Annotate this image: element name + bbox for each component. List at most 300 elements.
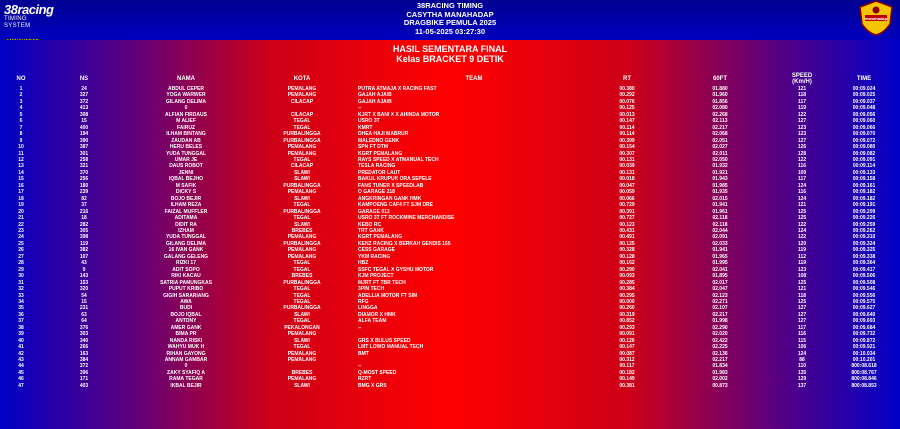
cell-rt: 00.039 [619,163,635,170]
cell-team: BAKUL KRUPUK ORA SEPELE [358,176,432,183]
cell-team: YKM RACING [358,253,391,260]
cell-kota: TEGAL [293,286,311,293]
cell-60ft: 02.068 [712,131,728,138]
cell-speed: 115 [797,337,807,344]
cell-team: ANGKRINGAN GANK HMK [358,195,422,202]
cell-kota: TEGAL [293,298,311,305]
cell-rt: 00.128 [619,253,635,260]
cell-speed: 128 [797,150,807,157]
cell-kota: TEGAL [293,124,311,131]
cell-60ft: 00.873 [712,382,728,389]
cell-kota: TEGAL [293,344,311,351]
cell-60ft: 01.985 [712,182,728,189]
cell-kota: BREBES [291,369,313,376]
cell-60ft: 02.271 [712,298,728,305]
cell-rt: 00.852 [619,318,635,325]
cell-nama: YOGA WARWER [166,92,206,99]
cell-time: 00:09.048 [852,105,876,112]
cell-time: 00:09.025 [852,92,876,99]
cell-60ft: 02.107 [712,305,728,312]
cell-speed: 120 [797,240,807,247]
cell-time: 800:08.853 [851,382,877,389]
cell-kota: TEGAL [293,292,311,299]
cell-speed: 123 [797,124,807,131]
cell-nama: RIKI KACAU [171,273,201,280]
cell-kota: BREBES [291,227,313,234]
cell-ns: 43 [81,260,87,267]
cell-rt: 00.125 [619,240,635,247]
cell-time: 00:09.114 [852,163,876,170]
cell-kota: PURBALINGGA [283,305,321,312]
cell-60ft: 01.995 [712,260,728,267]
cell-speed: 127 [797,118,807,125]
cell-ns: 107 [79,253,89,260]
cell-nama: HERU BELES [169,144,203,151]
cell-time: 00:09.324 [852,240,876,247]
cell-team: PUTRA ATMAJA X RACING FAST [358,86,437,92]
cell-60ft: 02.217 [712,311,728,318]
cell-ns: 24 [81,86,87,92]
cell-ns: 231 [79,305,89,312]
cell-kota: PURBALINGGA [283,208,321,215]
cell-speed: 119 [797,247,807,254]
cell-rt: 00.123 [619,221,635,228]
cell-no: 23 [18,227,24,234]
cell-rt: 00.131 [619,156,635,163]
cell-kota: TEGAL [293,266,311,273]
cell-60ft: 02.123 [712,292,728,299]
cell-speed: 112 [797,253,807,260]
cell-rt: 00.162 [619,260,635,267]
cell-rt: 00.380 [619,86,635,92]
cell-60ft: 01.932 [712,163,728,170]
cell-ns: 320 [79,286,89,293]
cell-nama: PUPUT KRIBO [168,286,204,293]
cell-time: 00:09.627 [852,305,876,312]
cell-nama: UMAR JE [174,156,198,163]
cell-kota: PEMALANG [287,150,317,157]
cell-time: 800:08.846 [851,376,877,383]
results-panel [0,40,900,429]
col-no: NO [16,76,26,82]
cell-60ft: 01.880 [712,86,728,92]
cell-team: DIAMOR X HMK [358,311,396,318]
cell-team: KENZ RACING X BERKAH GENDIS 165 [358,240,451,247]
cell-nama: 0 [184,105,188,112]
cell-ns: 63 [81,311,87,318]
cell-kota: PURBALINGGA [283,279,321,286]
cell-team: DHEA HAJI MABRUR [358,131,409,138]
cell-60ft: 01.965 [712,253,728,260]
cell-nama: AMER GANK [170,324,202,331]
cell-time: 00:09.070 [852,131,876,138]
cell-kota: PEMALANG [287,253,317,260]
cell-60ft: 02.136 [712,350,728,357]
cell-speed: 122 [797,111,807,118]
cell-speed: 119 [797,260,807,267]
cell-rt: 00.381 [619,382,635,389]
cell-ns: 305 [79,227,89,234]
cell-no: 18 [18,195,24,202]
cell-nama: ZAUDAN AB [171,137,201,144]
cell-kota: PURBALINGGA [283,240,321,247]
cell-nama: ILHAM BINTANG [166,131,206,138]
cell-rt: 00.312 [619,357,635,364]
cell-no: 33 [18,292,24,299]
cell-rt: 00.307 [619,150,635,157]
cell-speed: 123 [797,266,807,273]
cell-rt: 00.147 [619,344,635,351]
table-header-row [0,72,900,86]
cell-ns: 266 [79,344,89,351]
cell-60ft: 02.268 [712,111,728,118]
cell-time: 00:10.201 [852,357,876,364]
cell-team: GAJAH AJAIB [358,98,392,105]
cell-speed: 123 [797,131,807,138]
cell-team: -- [358,363,362,370]
cell-speed: 124 [797,182,807,189]
cell-team: GAJAH AJAIB [358,92,392,99]
cell-time: 00:09.693 [852,318,876,325]
cell-time: 00:09.556 [852,292,876,299]
cell-60ft: 02.225 [712,344,728,351]
cell-kota: PEMALANG [287,376,317,383]
cell-team: SPN FT DTM [358,144,388,151]
col-ns: NS [79,76,89,82]
cell-ns: 64 [81,318,87,325]
cell-nama: BUDI [179,305,193,312]
cell-team: TRT GANK [358,227,384,234]
cell-nama: GIGIH SARARIANG [163,292,209,299]
cell-ns: 400 [79,124,89,131]
cell-time: 00:09.209 [852,208,876,215]
cell-rt: 00.729 [619,202,635,209]
col-time: TIME [856,76,872,82]
badge-text: manahadap [864,15,888,21]
cell-no: 41 [18,344,24,351]
col-speed-unit: (Km/H) [792,79,812,85]
cell-no: 10 [18,144,24,151]
cell-no: 7 [19,124,23,131]
cell-team: HBZ [358,260,369,267]
cell-time: 00:09.161 [852,182,876,189]
cell-nama: 0 [184,363,188,370]
cell-60ft: 01.935 [712,189,728,196]
cell-rt: 00.328 [619,247,635,254]
cell-time: 00:09.921 [852,344,876,351]
cell-kota: CILACAP [290,111,314,118]
cell-rt: 00.182 [619,369,635,376]
cell-ns: 413 [79,105,89,112]
cell-no: 27 [18,253,24,260]
cell-no: 13 [18,163,24,170]
cell-speed: 117 [797,324,807,331]
col-speed-label: SPEED [791,73,813,79]
cell-speed: 117 [797,98,807,105]
cell-ns: 153 [79,279,89,286]
cell-rt: 00.391 [619,208,635,215]
cell-60ft: 01.943 [712,176,728,183]
cell-60ft: 02.020 [712,331,728,338]
cell-ns: 321 [79,163,89,170]
cell-nama: IZHAM [178,227,194,234]
cell-speed: 126 [797,144,807,151]
cell-60ft: 01.834 [712,363,728,370]
cell-team: USRO 3T FT ROCKMINE MERCHANDISE [358,215,455,222]
cell-speed: 116 [797,163,807,170]
cell-time: 00:09.732 [852,331,876,338]
cell-kota: PEMALANG [287,350,317,357]
cell-time: 00:09.262 [852,227,876,234]
cell-60ft: 02.011 [712,150,728,157]
cell-nama: ABDUL CEPER [167,86,205,92]
cell-no: 11 [18,150,24,157]
cell-60ft: 01.960 [712,92,728,99]
cell-time: 00:09.158 [852,176,876,183]
cell-no: 4 [19,105,23,112]
results-body [0,86,900,389]
cell-ns: 403 [79,382,89,389]
cell-ns: 301 [79,150,89,157]
cell-speed: 121 [797,286,807,293]
cell-ns: 163 [79,350,89,357]
cell-60ft: 02.422 [712,337,728,344]
cell-rt: 00.293 [619,324,635,331]
cell-speed: 121 [797,202,807,209]
cell-no: 42 [18,350,24,357]
cell-speed: 137 [797,382,807,389]
cell-ns: 327 [79,92,89,99]
results-title [0,44,900,64]
cell-rt: 00.000 [619,298,635,305]
cell-team: BMG X GRS [358,382,387,389]
cell-60ft: 02.051 [712,137,728,144]
cell-rt: 00.066 [619,195,635,202]
cell-kota: TEGAL [293,215,311,222]
cell-speed: 125 [797,208,807,215]
cell-kota: TEGAL [293,318,311,325]
cell-rt: 00.260 [619,305,635,312]
cell-speed: 125 [797,298,807,305]
cell-no: 12 [18,156,24,163]
cell-team: KAMPOENG CAF4 FT SJM DRE [358,202,434,209]
cell-kota: CILACAP [290,163,314,170]
col-speed [776,72,828,86]
cell-time: 00:09.060 [852,118,876,125]
cell-speed: 118 [797,92,807,99]
cell-no: 39 [18,331,24,338]
cell-60ft: 02.017 [712,279,728,286]
cell-rt: 00.087 [619,350,635,357]
cell-time: 00:09.259 [852,221,876,228]
cell-nama: GILANG DELIMA [166,240,206,247]
cell-60ft: 02.290 [712,324,728,331]
cell-60ft: 01.856 [712,98,728,105]
cell-time: 00:09.872 [852,337,876,344]
cell-no: 29 [18,266,24,273]
cell-team: KJRT X BANI X X AHINDA MOTOR [358,111,440,118]
cell-60ft: 01.921 [712,169,728,176]
cell-speed: 106 [797,344,807,351]
cell-kota: PEMALANG [287,92,317,99]
cell-ns: 37 [81,202,87,209]
cell-kota: TEGAL [293,202,311,209]
cell-speed: 127 [797,311,807,318]
header-line-2: CASYTHA MANAHADAP [406,9,494,19]
cell-speed: 124 [797,227,807,234]
cell-rt: 00.384 [619,286,635,293]
cell-no: 14 [18,169,24,176]
cell-rt: 00.114 [619,131,635,138]
cell-no: 25 [18,240,24,247]
cell-ns: 171 [79,376,89,383]
cell-rt: 00.290 [619,266,635,273]
col-kota: KOTA [293,76,311,82]
cell-no: 37 [18,318,24,325]
cell-nama: DAUS ROBOT [169,163,203,170]
cell-team: BMT [358,350,369,357]
cell-rt: 00.059 [619,189,635,196]
cell-time: 00:09.364 [852,260,876,267]
cell-ns: 376 [79,324,89,331]
cell-no: 8 [19,131,23,138]
cell-time: 00:09.508 [852,279,876,286]
cell-no: 19 [18,202,24,209]
cell-rt: 00.154 [619,144,635,151]
cell-team: KGRT PEMALANG [358,150,403,157]
cell-speed: 124 [797,350,807,357]
cell-kota: PEMALANG [287,234,317,241]
cell-60ft: 02.002 [712,376,728,383]
cell-no: 1 [19,86,23,92]
cell-team: O GARAGE 218 [358,189,395,196]
cell-team: SSFC TEGAL X GYSHU MOTOR [358,266,434,273]
cell-time: 00:10.034 [852,350,876,357]
cell-ns: 372 [79,98,89,105]
table-row [0,383,900,389]
cell-time: 00:09.037 [852,98,876,105]
cell-time: 800:08.767 [851,369,877,376]
cell-nama: RAMA TEGAR [169,376,203,383]
cell-team: FANS TUNER X SPEEDLAB [358,182,424,189]
cell-rt: 00.091 [619,331,635,338]
cell-ns: 308 [79,111,89,118]
cell-team: LINGGA [358,305,378,312]
cell-team: RAYS SPEED X ATMANUAL TECH [358,156,439,163]
cell-speed: 125 [797,279,807,286]
cell-nama: BOJO BEJIR [170,195,202,202]
cell-nama: FAIRUZ [176,124,196,131]
cell-kota: PEMALANG [287,357,317,364]
cell-60ft: 02.044 [712,227,728,234]
col-60ft: 60FT [712,76,727,82]
cell-rt: 00.018 [619,176,635,183]
logo-tagline: TIMING SYSTEM [4,16,31,29]
cell-nama: GILANG DELIMA [166,98,206,105]
cell-no: 20 [18,208,24,215]
event-badge-icon [858,0,894,36]
cell-60ft: 02.113 [712,118,728,125]
cell-nama: IKBAL BEJIR [170,382,202,389]
cell-kota: PURBALINGGA [283,182,321,189]
cell-ns: 9 [82,266,86,273]
cell-kota: CILACAP [290,98,314,105]
cell-no: 15 [18,176,24,183]
col-nama: NAMA [177,76,195,82]
cell-60ft: 02.047 [712,286,728,293]
top-header-bar [0,0,900,40]
cell-60ft: 02.015 [712,195,728,202]
cell-ns: 340 [79,337,89,344]
cell-nama: JENNI [178,169,194,176]
cell-no: 44 [18,363,24,370]
cell-kota: PEMALANG [287,247,317,254]
cell-rt: 00.126 [619,337,635,344]
cell-ns: 370 [79,169,89,176]
cell-nama: ANTONY [175,318,197,325]
cell-speed: 122 [797,234,807,241]
cell-time: 00:09.338 [852,253,876,260]
cell-no: 45 [18,369,24,376]
cell-time: 00:09.575 [852,298,876,305]
cell-nama: RIZKI 17 [175,260,196,267]
cell-rt: 00.399 [619,137,635,144]
cell-time: 00:09.024 [852,86,876,92]
cell-60ft: 02.118 [712,215,728,222]
cell-nama: GALANG GELENG [163,253,209,260]
cell-kota: PURBALINGGA [283,137,321,144]
cell-rt: 00.295 [619,292,635,299]
cell-ns: 180 [79,182,89,189]
cell-no: 35 [18,305,24,312]
cell-rt: 00.117 [619,363,635,370]
cell-60ft: 01.895 [712,273,728,280]
cell-no: 30 [18,273,24,280]
cell-60ft: 02.091 [712,234,728,241]
cell-team: GRS X BULUS SPEED [358,337,411,344]
cell-nama: ADITAMA [174,215,198,222]
cell-time: 00:09.191 [852,202,876,209]
cell-no: 40 [18,337,24,344]
cell-ns: 384 [79,357,89,364]
cell-speed: 127 [797,318,807,325]
cell-kota: PEMALANG [287,144,317,151]
cell-time: 00:09.082 [852,150,876,157]
header-line-1: 38RACING TIMING [416,1,484,10]
cell-team: Q-MOST SPEED [358,369,397,376]
cell-nama: IQBAL BEJHO [168,176,204,183]
cell-ns: 143 [79,273,89,280]
cell-team: PREDATOR LAUT [358,169,401,176]
cell-ns: 282 [79,221,89,228]
cell-60ft: 01.983 [712,369,728,376]
cell-time: 00:09.640 [852,311,876,318]
cell-ns: 194 [79,131,89,138]
cell-kota: PURBALINGGA [283,131,321,138]
cell-speed: 119 [797,105,807,112]
cell-no: 28 [18,260,24,267]
cell-ns: 398 [79,234,89,241]
cell-kota: SLAWI [294,169,310,176]
cell-ns: 390 [79,137,89,144]
cell-team: ALFA TEAM [358,318,387,325]
cell-time: 00:09.325 [852,247,876,254]
cell-rt: 00.147 [619,118,635,125]
cell-no: 46 [18,376,24,383]
cell-kota: PEMALANG [287,331,317,338]
cell-team: -- [358,105,362,112]
cell-speed: 127 [797,305,807,312]
